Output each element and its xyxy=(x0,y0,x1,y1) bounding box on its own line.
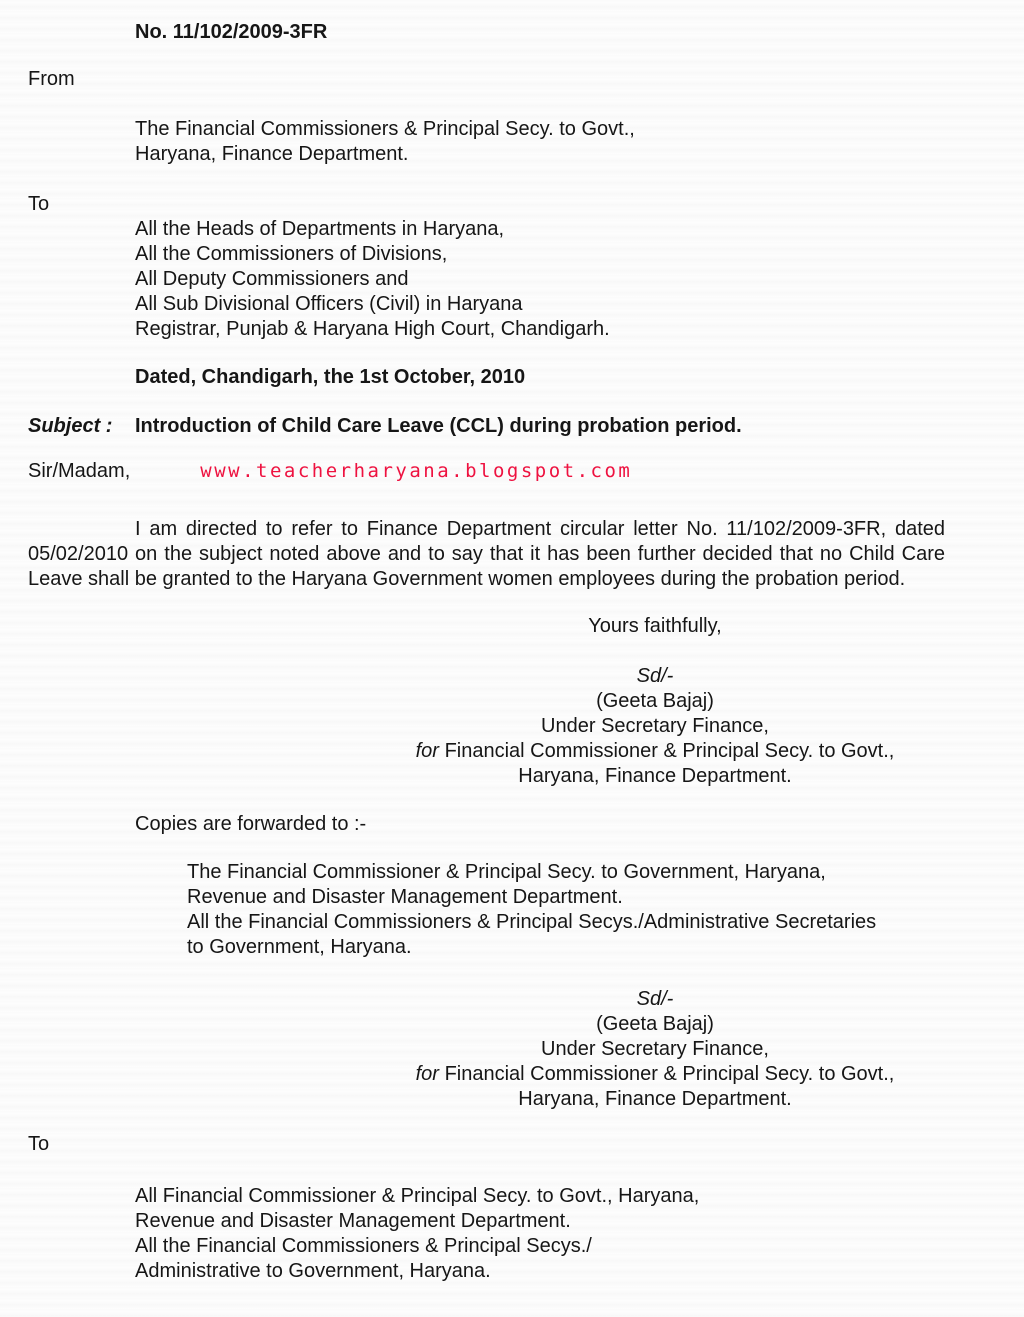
sender-line: The Financial Commissioners & Principal Secy. to Govt., xyxy=(135,118,635,140)
signatory-designation: Under Secretary Finance, xyxy=(541,1038,769,1060)
for-word: for xyxy=(415,740,439,762)
body-paragraph: I am directed to refer to Finance Department circular letter No. 11/102/2009-3FR, dated 05/02/2010 on the subject noted above and to say that it has been further decided that no Child Care Leave shall be granted to the Haryana Government women employees during the probation period. xyxy=(28,518,945,590)
copies-line: All the Financial Commissioners & Principal Secys./Administrative Secretaries xyxy=(187,911,877,933)
copies-line: to Government, Haryana. xyxy=(187,936,412,958)
sd-line: Sd/- xyxy=(636,988,674,1010)
for-rest: Financial Commissioner & Principal Secy. to Govt., xyxy=(444,1063,895,1085)
subject-row xyxy=(28,414,945,439)
endorsement-line: All Financial Commissioner & Principal Secy. to Govt., Haryana, xyxy=(135,1185,700,1207)
closing-phrase: Yours faithfully, xyxy=(588,615,722,637)
copies-heading: Copies are forwarded to :- xyxy=(135,813,367,835)
signature-block xyxy=(345,664,965,789)
salutation-row xyxy=(28,459,945,484)
subject-label: Subject : xyxy=(28,415,113,437)
copies-list xyxy=(187,860,945,960)
recipients-list xyxy=(135,217,945,342)
copies-line: The Financial Commissioner & Principal Secy. to Government, Haryana, xyxy=(187,861,826,883)
endorsement-to-label: To xyxy=(28,1133,50,1155)
recipient-line: Registrar, Punjab & Haryana High Court, Chandigarh. xyxy=(135,318,610,340)
endorsement-line: All the Financial Commissioners & Principal Secys./ xyxy=(135,1235,592,1257)
signatory-name: (Geeta Bajaj) xyxy=(596,1013,714,1035)
signatory-designation: Under Secretary Finance, xyxy=(541,715,769,737)
reference-number: No. 11/102/2009-3FR xyxy=(135,21,328,43)
for-rest: Financial Commissioner & Principal Secy. to Govt., xyxy=(444,740,895,762)
watermark-url: www.teacherharyana.blogspot.com xyxy=(200,460,633,482)
recipient-line: All the Heads of Departments in Haryana, xyxy=(135,218,505,240)
signatory-for-line xyxy=(345,1062,965,1087)
recipient-line: All Deputy Commissioners and xyxy=(135,268,409,290)
sender-line: Haryana, Finance Department. xyxy=(135,143,409,165)
letter-content xyxy=(28,0,945,1284)
to-label: To xyxy=(28,193,50,215)
for-word: for xyxy=(415,1063,439,1085)
endorsement-recipients-list xyxy=(135,1184,945,1284)
sender-address xyxy=(135,117,945,167)
endorsement-line: Administrative to Government, Haryana. xyxy=(135,1260,491,1282)
from-label: From xyxy=(28,68,75,90)
subject-text: Introduction of Child Care Leave (CCL) during probation period. xyxy=(135,415,742,437)
sd-line: Sd/- xyxy=(636,665,674,687)
signatory-department: Haryana, Finance Department. xyxy=(518,765,792,787)
recipient-line: All Sub Divisional Officers (Civil) in Haryana xyxy=(135,293,523,315)
salutation: Sir/Madam, xyxy=(28,460,131,482)
dateline: Dated, Chandigarh, the 1st October, 2010 xyxy=(135,366,526,388)
endorsement-line: Revenue and Disaster Management Department. xyxy=(135,1210,571,1232)
signatory-name: (Geeta Bajaj) xyxy=(596,690,714,712)
signatory-department: Haryana, Finance Department. xyxy=(518,1088,792,1110)
signature-block xyxy=(345,987,965,1112)
recipient-line: All the Commissioners of Divisions, xyxy=(135,243,448,265)
copies-line: Revenue and Disaster Management Department. xyxy=(187,886,623,908)
signatory-for-line xyxy=(345,739,965,764)
